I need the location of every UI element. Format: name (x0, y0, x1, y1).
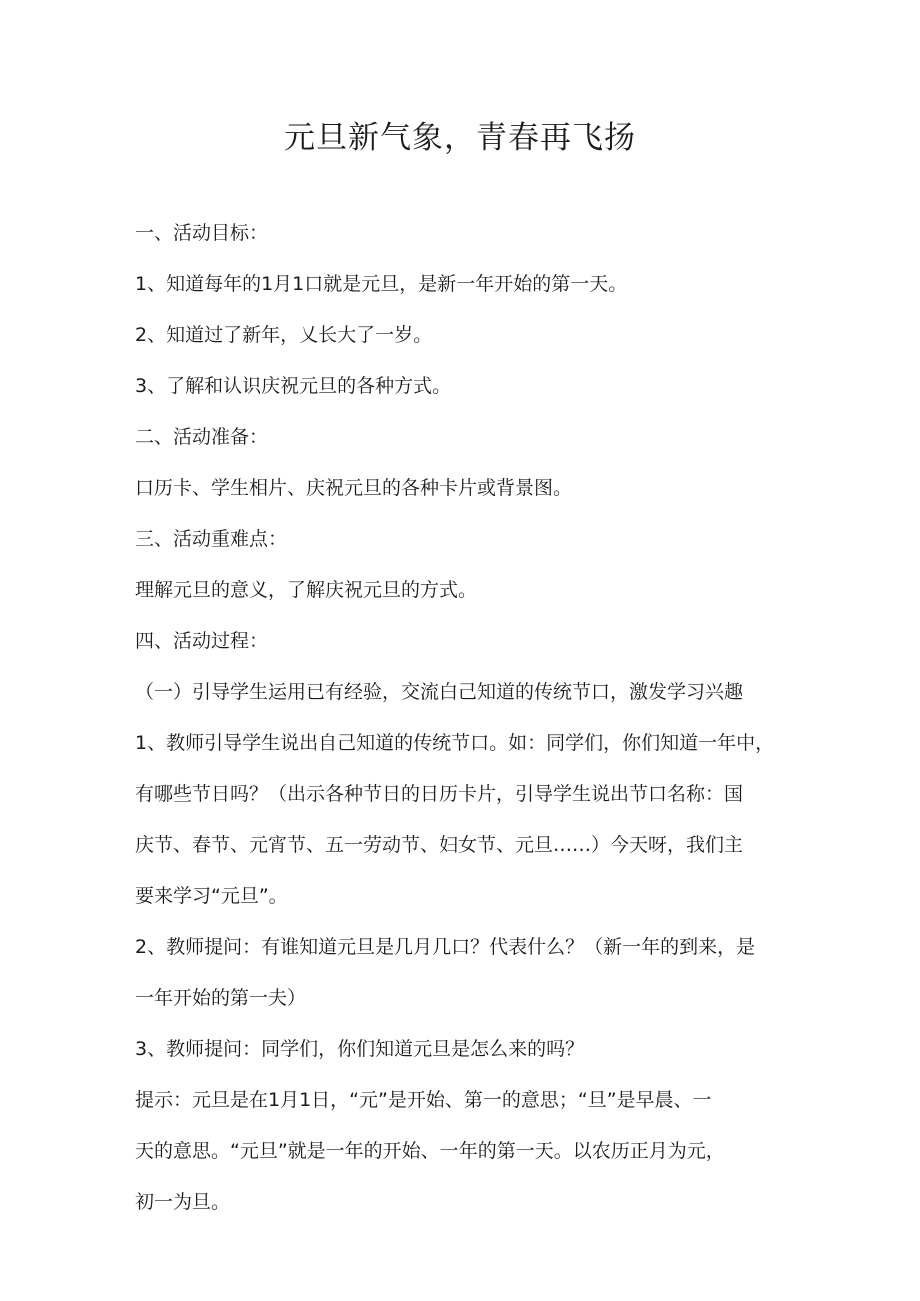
goal-item-1: 1、知道每年的1月1口就是元旦，是新一年开始的第一天。 (135, 273, 628, 295)
section-heading-key-points: 三、活动重难点： (135, 528, 288, 550)
paragraph-line: 一年开始的第一夫） (135, 987, 307, 1009)
paragraph-line: 要来学习“元旦”。 (135, 885, 288, 907)
paragraph-line: 初一为旦。 (135, 1191, 231, 1213)
paragraph-line: 3、教师提问：同学们，你们知道元旦是怎么来的吗？ (135, 1038, 585, 1060)
section-heading-preparation: 二、活动准备： (135, 426, 269, 448)
paragraph-line: 庆节、春节、元宵节、五一劳动节、妇女节、元旦……）今天呀，我们主 (135, 834, 744, 856)
key-points-text: 理解元旦的意义，了解庆祝元旦的方式。 (135, 579, 478, 601)
paragraph-line: 提示：元旦是在1月1日，“元”是开始、第一的意思；“旦”是早晨、一 (135, 1089, 712, 1111)
document-title: 元旦新气象，青春再飞扬 (284, 120, 636, 156)
process-subheading-1: （一）引导学生运用已有经验，交流白己知道的传统节口，激发学习兴趣 (135, 681, 744, 703)
goal-item-3: 3、了解和认识庆祝元旦的各种方式。 (135, 375, 452, 397)
paragraph-line: 2、教师提问：有谁知道元旦是几月几口？代表什么？（新一年的到来，是 (135, 936, 756, 958)
document-body (135, 208, 785, 1228)
section-heading-process: 四、活动过程： (135, 630, 269, 652)
paragraph-line: 有哪些节日吗？（出示各种节日的日历卡片，引导学生说出节口名称：国 (135, 783, 744, 805)
goal-item-2: 2、知道过了新年，乂长大了一岁。 (135, 324, 433, 346)
section-heading-goals: 一、活动目标： (135, 222, 269, 244)
paragraph-line: 天的意思。“元旦”就是一年的开始、一年的第一天。以农历正月为元， (135, 1140, 725, 1162)
preparation-text: 口历卡、学生相片、庆祝元旦的各种卡片或背景图。 (135, 477, 573, 499)
paragraph-line: 1、教师引导学生说出自己知道的传统节口。如：同学们，你们知道一年中， (135, 732, 775, 754)
